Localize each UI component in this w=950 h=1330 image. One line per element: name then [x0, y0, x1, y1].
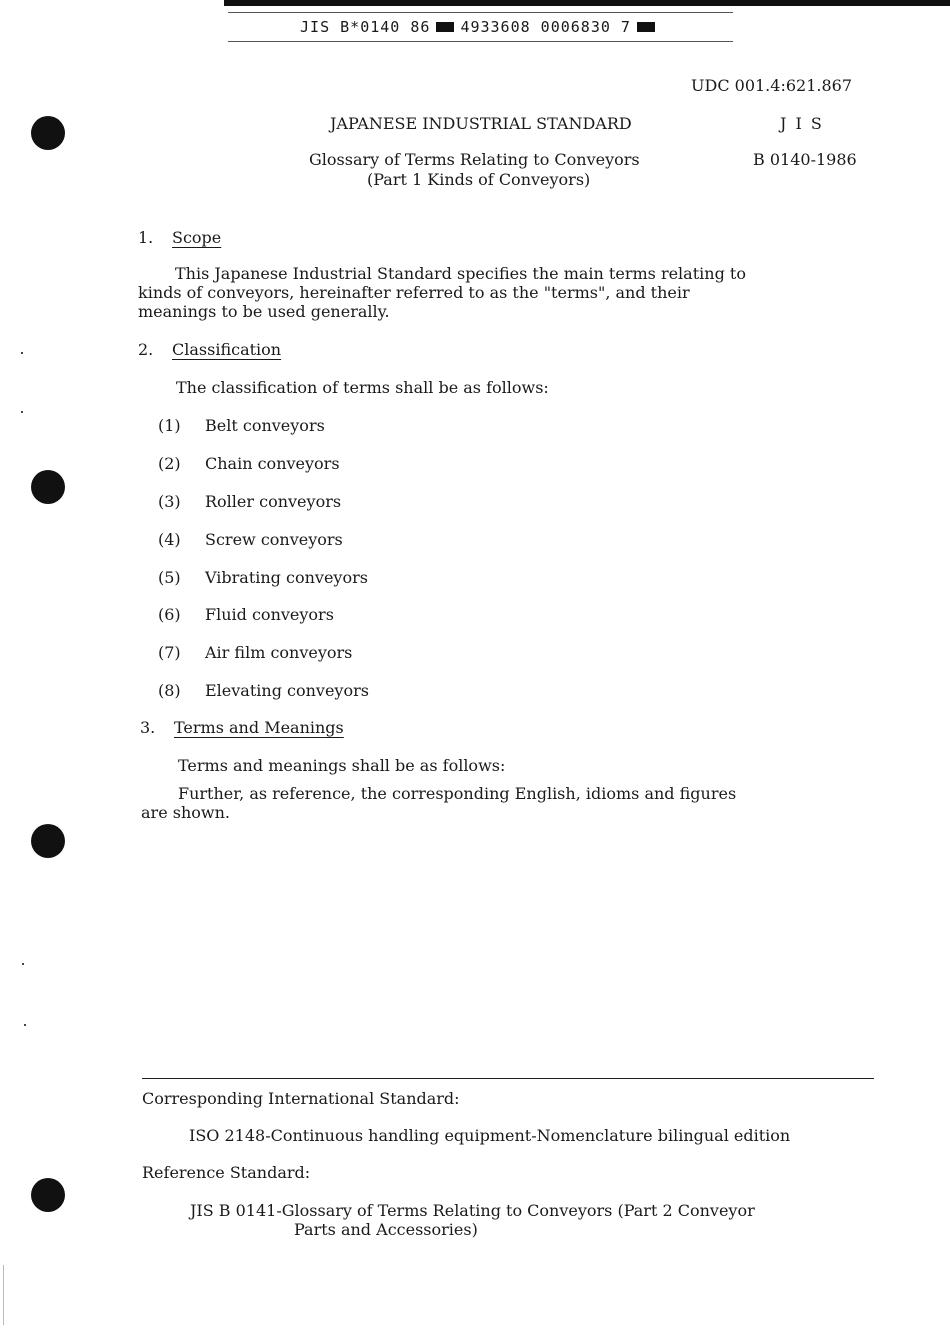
scope-line-3: meanings to be used generally. — [138, 302, 390, 321]
udc-code: UDC 001.4:621.867 — [691, 76, 852, 95]
scope-line-2: kinds of conveyors, hereinafter referred to as the "terms", and their — [138, 283, 690, 302]
terms-line-1: Terms and meanings shall be as follows: — [178, 756, 506, 775]
scan-speck — [21, 352, 23, 354]
header-code-part2: 4933608 0006830 7 — [460, 18, 631, 36]
scope-line-1: This Japanese Industrial Standard specifies the main terms relating to — [175, 264, 746, 283]
doc-number: B 0140-1986 — [753, 150, 857, 169]
section-terms-heading — [140, 718, 344, 737]
intl-standard-label: Corresponding International Standard: — [142, 1089, 460, 1108]
top-border-bar — [224, 0, 950, 6]
list-item: (6) Fluid conveyors — [158, 605, 334, 624]
list-item: (2) Chain conveyors — [158, 454, 340, 473]
list-item: (7) Air film conveyors — [158, 643, 353, 662]
list-item: (5) Vibrating conveyors — [158, 568, 368, 587]
list-item: (8) Elevating conveyors — [158, 681, 369, 700]
punch-hole — [31, 824, 65, 858]
list-item: (1) Belt conveyors — [158, 416, 325, 435]
redaction-block — [436, 22, 454, 32]
scan-edge-line — [3, 1265, 4, 1325]
punch-hole — [31, 1178, 65, 1212]
scan-speck — [21, 411, 23, 413]
section-title: Classification — [172, 340, 282, 359]
reference-standard-line1: JIS B 0141-Glossary of Terms Relating to Conveyors (Part 2 Conveyor — [190, 1201, 755, 1220]
footer-divider — [142, 1078, 874, 1079]
redaction-block — [637, 22, 655, 32]
reference-standard-line2: Parts and Accessories) — [294, 1220, 478, 1239]
terms-line-2: Further, as reference, the corresponding English, idioms and figures — [178, 784, 737, 803]
doc-title-line1: Glossary of Terms Relating to Conveyors — [309, 150, 640, 169]
section-classification-heading — [138, 340, 281, 359]
section-number: 1. — [138, 228, 154, 247]
header-code-part1: JIS B*0140 86 — [300, 18, 431, 36]
section-title: Scope — [172, 228, 222, 247]
header-code-strip — [228, 12, 733, 42]
punch-hole — [31, 470, 65, 504]
terms-line-3: are shown. — [141, 803, 230, 822]
intl-standard-value: ISO 2148-Continuous handling equipment-Nomenclature bilingual edition — [189, 1126, 791, 1145]
scan-speck — [24, 1024, 26, 1026]
section-number: 3. — [140, 718, 156, 737]
doc-title-line2: (Part 1 Kinds of Conveyors) — [367, 170, 591, 189]
list-item: (4) Screw conveyors — [158, 530, 343, 549]
punch-hole — [31, 116, 65, 150]
section-title: Terms and Meanings — [174, 718, 344, 737]
scan-speck — [22, 963, 24, 965]
section-number: 2. — [138, 340, 154, 359]
list-item: (3) Roller conveyors — [158, 492, 342, 511]
standard-title: JAPANESE INDUSTRIAL STANDARD — [330, 114, 632, 133]
classification-intro: The classification of terms shall be as follows: — [176, 378, 549, 397]
section-scope-heading — [138, 228, 221, 247]
reference-standard-label: Reference Standard: — [142, 1163, 311, 1182]
jis-mark: J I S — [780, 114, 824, 133]
